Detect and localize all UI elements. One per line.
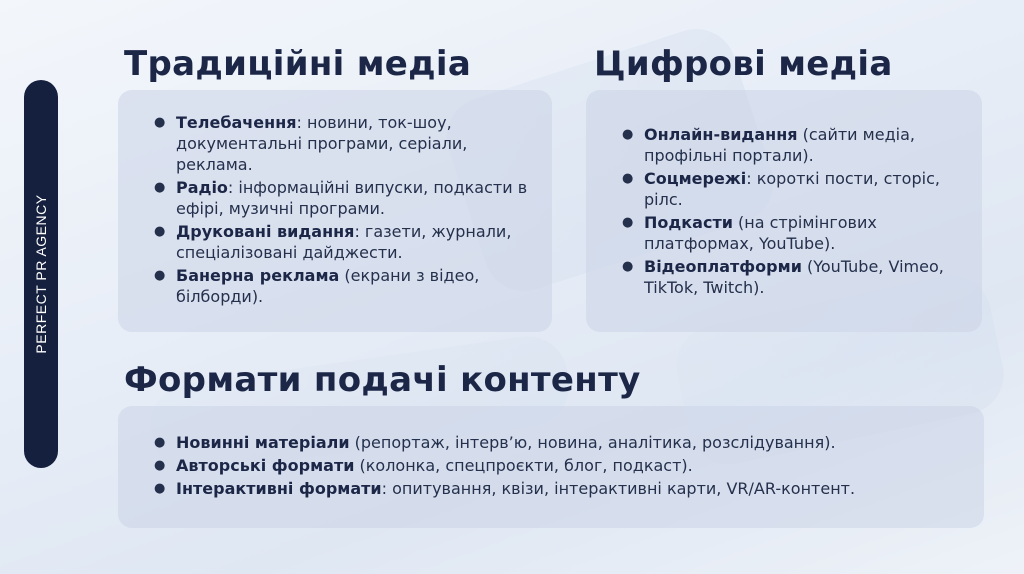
item-text: : новини, ток-шоу, документальні програми, серіали, реклама. [176, 113, 468, 174]
list-item [154, 265, 532, 307]
digital-media-card [586, 90, 982, 332]
bullet-icon: ● [622, 127, 634, 142]
list-item [154, 221, 532, 263]
content-formats-card [118, 406, 984, 528]
list-item [622, 256, 966, 298]
item-term: Друковані видання [176, 222, 355, 241]
item-text: : газети, журнали, спеціалізовані дайджести. [176, 222, 512, 262]
content-formats-title: Формати подачі контенту [124, 360, 641, 400]
item-term: Подкасти [644, 213, 733, 232]
item-term: Інтерактивні формати [176, 479, 382, 498]
brand-sidebar [24, 80, 58, 468]
bullet-icon: ● [154, 115, 166, 130]
list-item [622, 124, 966, 166]
item-text: (колонка, спецпроєкти, блог, подкаст). [354, 456, 693, 475]
list-item [622, 212, 966, 254]
item-text: : опитування, квізи, інтерактивні карти, VR/AR-контент. [381, 479, 856, 498]
item-term: Банерна реклама [176, 266, 340, 285]
traditional-media-title: Традиційні медіа [124, 44, 472, 84]
list-item [154, 177, 532, 219]
item-text: (на стрімінгових платформах, YouTube). [644, 213, 877, 253]
list-item [154, 432, 964, 453]
item-text: : інформаційні випуски, подкасти в ефірі, музичні програми. [176, 178, 528, 218]
traditional-media-list [154, 112, 532, 307]
bullet-icon: ● [154, 481, 166, 496]
item-term: Радіо [176, 178, 228, 197]
bullet-icon: ● [622, 215, 634, 230]
bullet-icon: ● [622, 171, 634, 186]
digital-media-title: Цифрові медіа [594, 44, 893, 84]
item-term: Авторські формати [176, 456, 355, 475]
item-text: (репортаж, інтерв’ю, новина, аналітика, розслідування). [349, 433, 836, 452]
item-term: Відеоплатформи [644, 257, 802, 276]
list-item [154, 112, 532, 175]
brand-label: PERFECT PR AGENCY [33, 194, 49, 354]
item-text: (екрани з відео, білборди). [176, 266, 480, 306]
item-text: (YouTube, Vimeo, TikTok, Twitch). [644, 257, 944, 297]
item-text: : короткі пости, сторіс, рілс. [644, 169, 940, 209]
bullet-icon: ● [154, 458, 166, 473]
item-text: (сайти медіа, профільні портали). [644, 125, 915, 165]
digital-media-list [622, 124, 966, 298]
bullet-icon: ● [154, 224, 166, 239]
item-term: Новинні матеріали [176, 433, 350, 452]
bullet-icon: ● [154, 180, 166, 195]
item-term: Соцмережі [644, 169, 747, 188]
content-formats-list [154, 432, 964, 499]
list-item [622, 168, 966, 210]
bullet-icon: ● [622, 259, 634, 274]
traditional-media-card [118, 90, 552, 332]
bullet-icon: ● [154, 435, 166, 450]
item-term: Телебачення [176, 113, 297, 132]
bullet-icon: ● [154, 268, 166, 283]
list-item [154, 478, 964, 499]
item-term: Онлайн-видання [644, 125, 798, 144]
list-item [154, 455, 964, 476]
